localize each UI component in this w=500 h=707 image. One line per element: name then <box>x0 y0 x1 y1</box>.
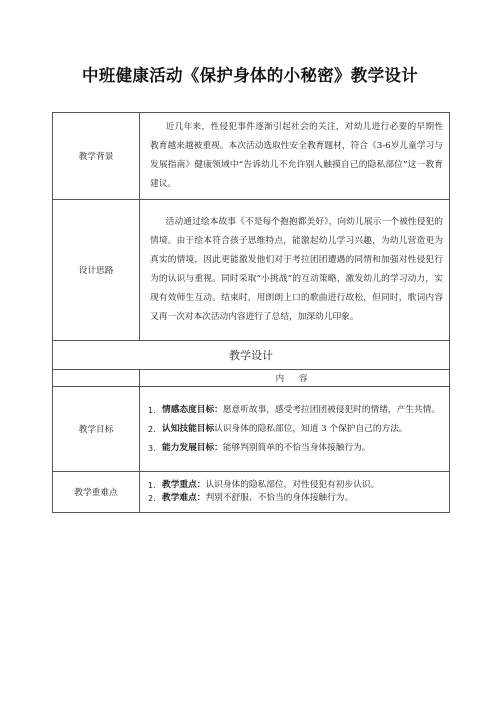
goals-label: 教学目标 <box>53 387 140 472</box>
goal-text: 愿意听故事，感受考拉团团被侵犯时的情绪，产生共情。 <box>222 404 440 415</box>
key-point-item <box>148 479 443 492</box>
goal-number: 2. <box>148 424 156 434</box>
key-point-text: 判别不舒服、不恰当的身体接触行为。 <box>205 493 354 503</box>
goal-item <box>148 401 443 420</box>
goal-title: 能力发展目标： <box>162 442 223 453</box>
goal-text: 能够判别简单的不恰当身体接触行为。 <box>222 442 371 453</box>
goals-row <box>53 387 450 472</box>
goal-number: 1. <box>148 405 156 415</box>
goal-title: 认知技能目标 <box>162 423 215 434</box>
key-points-row <box>53 472 450 513</box>
goal-title: 情感态度目标： <box>162 404 223 415</box>
design-thinking-text: 活动通过绘本故事《不是每个抱抱都美好》，向幼儿展示一个被性侵犯的情境。由于绘本符合孩子思维特点，能激起幼儿学习兴趣，为幼儿营造更为真实的情境，因此更能激发他们对于考拉团团遭遇的同情和加强对性侵犯行为的认识与重视。同时采取“小挑战”的互动策略，激发幼儿的学习动力，实现有效师生互动。结束时，用朗朗上口的歌曲进行故松，但同时，歌词内容又再一次对本次活动内容进行了总结，加深幼儿印象。 <box>140 200 450 341</box>
goal-text: 认识身体的隐私部位，知道 3 个保护自己的方法。 <box>214 423 408 434</box>
background-row <box>53 113 450 200</box>
key-points-list <box>140 472 450 513</box>
goal-number: 3. <box>148 443 156 453</box>
goals-list <box>140 387 450 472</box>
page-title: 中班健康活动《保护身体的小秘密》教学设计 <box>82 66 418 85</box>
key-point-title: 教学重点： <box>162 480 206 490</box>
key-point-number: 2. <box>148 494 156 503</box>
key-point-number: 1. <box>148 481 156 490</box>
content-header-blank <box>53 370 140 387</box>
content-header: 内 容 <box>140 370 450 387</box>
lesson-plan-table <box>52 112 450 513</box>
background-label: 教学背景 <box>53 113 140 200</box>
key-point-item <box>148 492 443 505</box>
design-thinking-row <box>53 200 450 341</box>
design-thinking-label: 设计思路 <box>53 200 140 341</box>
key-points-label: 教学重难点 <box>53 472 140 513</box>
goal-item <box>148 420 443 439</box>
content-header-row <box>53 370 450 387</box>
key-point-text: 认识身体的隐私部位，对性侵犯有初步认识。 <box>205 480 380 490</box>
key-point-title: 教学难点： <box>162 493 206 503</box>
section-title: 教学设计 <box>53 341 450 370</box>
section-row <box>53 341 450 370</box>
goal-item <box>148 439 443 458</box>
background-text: 近几年来，性侵犯事件逐渐引起社会的关注，对幼儿进行必要的早期性教育越来越被重视。本次活动选取性安全教育题材，符合《3-6岁儿童学习与发展指南》健康领域中“告诉幼儿不允许别人触摸自己的隐私部位”这一教育建议。 <box>140 113 450 200</box>
